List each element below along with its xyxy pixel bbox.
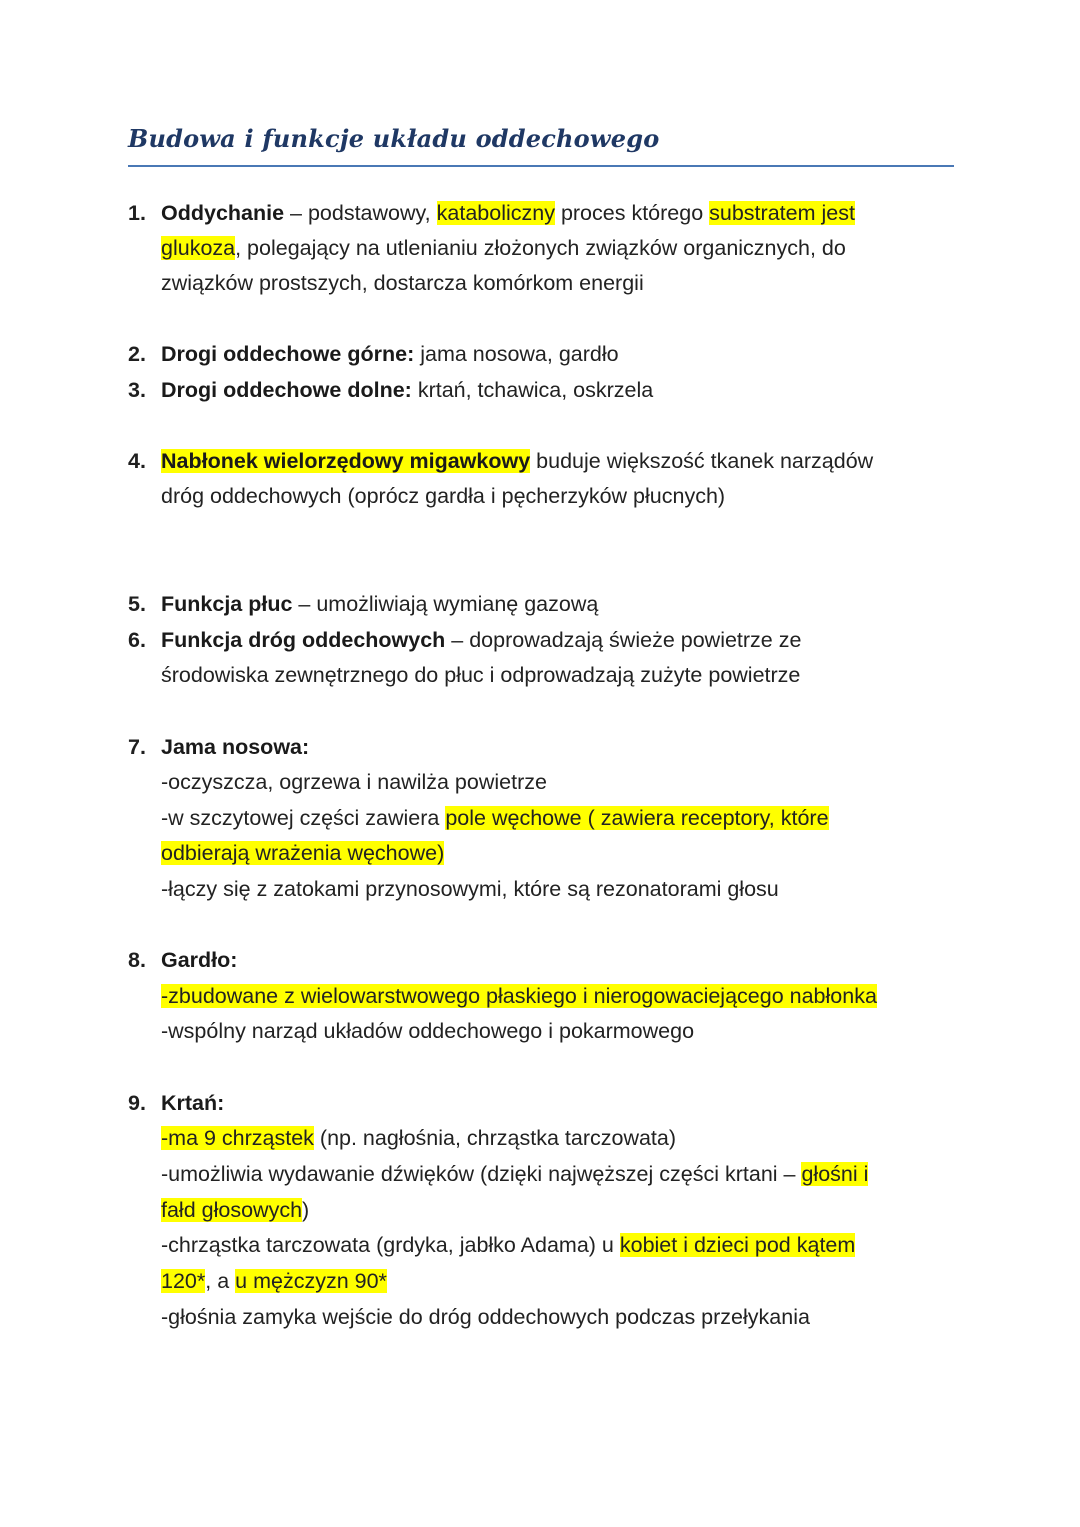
item-number: 5. (128, 592, 146, 616)
item-number: 1. (128, 201, 146, 225)
highlighted-text: -ma 9 chrząstek (161, 1126, 314, 1150)
text-segment: dróg oddechowych (oprócz gardła i pęcherzyków płucnych) (161, 484, 726, 508)
text-segment: (np. nagłośnia, chrząstka tarczowata) (313, 1126, 677, 1150)
item-number: 6. (128, 628, 146, 652)
item-9-line (161, 1159, 868, 1189)
text-segment: -chrząstka tarczowata (grdyka, jabłko Adama) u (161, 1233, 620, 1257)
item-8-line (161, 945, 237, 975)
highlighted-text: fałd głosowych (161, 1198, 303, 1222)
item-number: 4. (128, 449, 146, 473)
item-3-line (161, 375, 653, 405)
text-segment: -umożliwia wydawanie dźwięków (dzięki najwęższej części krtani – (161, 1162, 802, 1186)
highlighted-text: kataboliczny (436, 201, 555, 225)
highlighted-text: głośni i (801, 1162, 869, 1186)
item-number: 9. (128, 1091, 146, 1115)
item-number: 8. (128, 948, 146, 972)
item-number: 3. (128, 378, 146, 402)
page-title: Budowa i funkcje układu oddechowego (128, 124, 660, 153)
item-6-line (161, 660, 800, 690)
bold-term: Funkcja płuc (161, 592, 293, 616)
item-number: 7. (128, 735, 146, 759)
item-9-line (161, 1195, 309, 1225)
item-number: 2. (128, 342, 146, 366)
item-1-line (161, 233, 846, 263)
text-segment: środowiska zewnętrznego do płuc i odprowadzają zużyte powietrze (161, 663, 801, 687)
item-7-line (161, 803, 829, 833)
text-segment: -wspólny narząd układów oddechowego i pokarmowego (161, 1019, 695, 1043)
bold-term: Krtań: (161, 1091, 225, 1115)
highlighted-text: substratem jest (709, 201, 855, 225)
highlighted-text: -zbudowane z wielowarstwowego płaskiego i nierogowaciejącego nabłonka (161, 984, 877, 1008)
item-5-line (161, 589, 598, 619)
text-segment: -w szczytowej części zawiera (161, 806, 446, 830)
bold-term: Oddychanie (161, 201, 285, 225)
item-9-line (161, 1088, 224, 1118)
bold-term: Jama nosowa: (161, 735, 310, 759)
item-9-line (161, 1266, 387, 1296)
item-1-line (161, 198, 855, 228)
text-segment: , a (205, 1269, 236, 1293)
highlighted-text: Nabłonek wielorzędowy migawkowy (161, 449, 531, 473)
text-segment: buduje większość tkanek narządów (530, 449, 874, 473)
text-segment: – podstawowy, (284, 201, 437, 225)
text-segment: – umożliwiają wymianę gazową (292, 592, 599, 616)
highlighted-text: pole węchowe ( zawiera receptory, które (445, 806, 829, 830)
item-8-line (161, 1016, 694, 1046)
highlighted-text: odbierają wrażenia węchowe) (161, 841, 445, 865)
item-7-line (161, 838, 444, 868)
title-underline (128, 165, 954, 167)
bold-term: Funkcja dróg oddechowych (161, 628, 446, 652)
text-segment: -łączy się z zatokami przynosowymi, które są rezonatorami głosu (161, 877, 779, 901)
item-9-line (161, 1302, 810, 1332)
text-segment: ) (302, 1198, 310, 1222)
text-segment: krtań, tchawica, oskrzela (411, 378, 654, 402)
text-segment: -głośnia zamyka wejście do dróg oddechowych podczas przełykania (161, 1305, 810, 1329)
text-segment: -oczyszcza, ogrzewa i nawilża powietrze (161, 770, 547, 794)
text-segment: jama nosowa, gardło (414, 342, 619, 366)
item-6-line (161, 625, 801, 655)
item-9-line (161, 1123, 676, 1153)
text-segment: , polegający na utlenianiu złożonych związków organicznych, do (235, 236, 846, 260)
bold-term: Gardło: (161, 948, 238, 972)
highlighted-text: kobiet i dzieci pod kątem (619, 1233, 856, 1257)
highlighted-text: u mężczyzn 90* (235, 1269, 387, 1293)
bold-term: Drogi oddechowe dolne: (161, 378, 412, 402)
item-1-line (161, 268, 644, 298)
highlighted-text: 120* (161, 1269, 206, 1293)
item-2-line (161, 339, 619, 369)
highlighted-text: glukoza (161, 236, 236, 260)
item-7-line (161, 874, 779, 904)
item-7-line (161, 767, 547, 797)
item-4-line (161, 446, 873, 476)
item-7-line (161, 732, 309, 762)
bold-term: Drogi oddechowe górne: (161, 342, 415, 366)
item-8-line (161, 981, 877, 1011)
text-segment: związków prostszych, dostarcza komórkom energii (161, 271, 644, 295)
item-4-line (161, 481, 725, 511)
text-segment: proces którego (554, 201, 710, 225)
text-segment: – doprowadzają świeże powietrze ze (445, 628, 802, 652)
item-9-line (161, 1230, 855, 1260)
